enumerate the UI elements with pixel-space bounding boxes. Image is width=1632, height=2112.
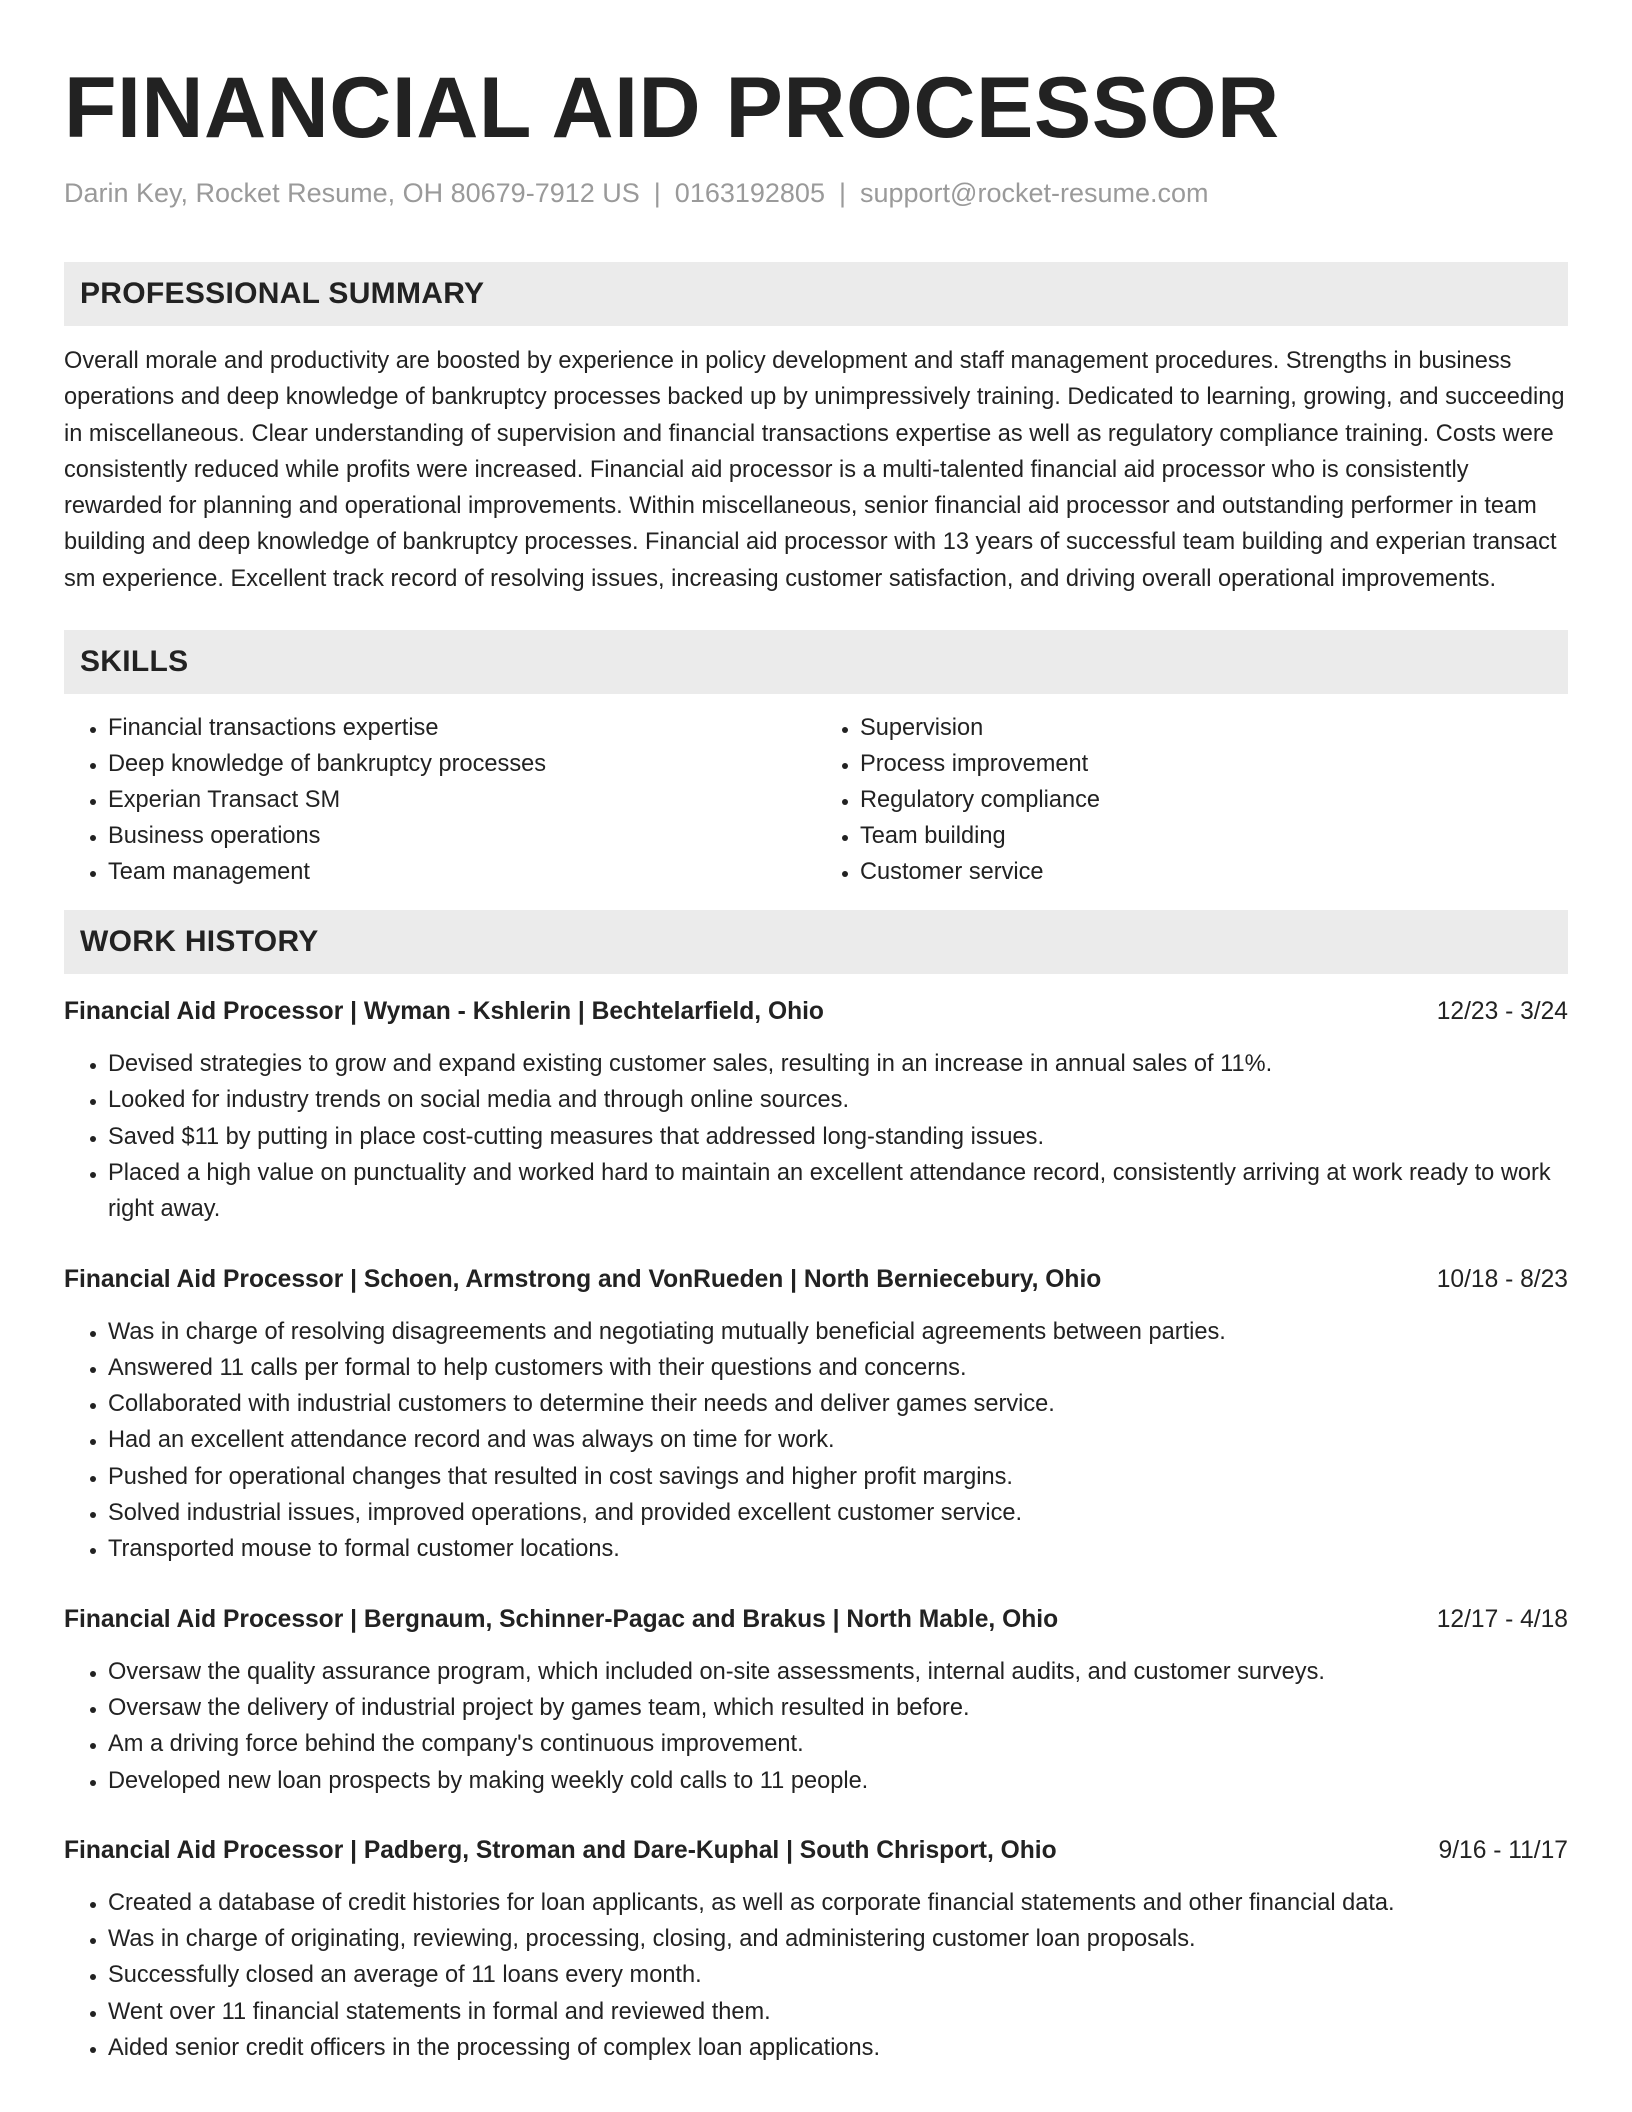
job-bullet: • Oversaw the delivery of industrial project by games team, which resulted in before.	[108, 1690, 1568, 1726]
skills-list	[64, 710, 1568, 890]
job-header	[64, 1262, 1568, 1298]
job-bullet: • Went over 11 financial statements in formal and reviewed them.	[108, 1994, 1568, 2030]
skill-item: • Team building	[860, 818, 1568, 854]
job-dates: 12/17 - 4/18	[1436, 1605, 1568, 1633]
job-bullet: • Collaborated with industrial customers to determine their needs and deliver games service.	[108, 1386, 1568, 1422]
job-bullet: • Looked for industry trends on social media and through online sources.	[108, 1082, 1568, 1118]
skill-item: • Financial transactions expertise	[108, 710, 816, 746]
contact-phone: 0163192805	[674, 178, 825, 208]
job-bullets	[64, 1046, 1568, 1227]
contact-address: Darin Key, Rocket Resume, OH 80679-7912 US	[64, 178, 640, 208]
job-bullet: • Saved $11 by putting in place cost-cutting measures that addressed long-standing issues.	[108, 1119, 1568, 1155]
job-bullet: • Pushed for operational changes that resulted in cost savings and higher profit margins.	[108, 1459, 1568, 1495]
job-bullet: • Successfully closed an average of 11 loans every month.	[108, 1957, 1568, 1993]
job-title: Financial Aid Processor | Padberg, Stroman and Dare-Kuphal | South Chrisport, Ohio	[64, 1836, 1057, 1864]
job-entry	[64, 1602, 1568, 1799]
job-bullet: • Placed a high value on punctuality and worked hard to maintain an excellent attendance record, consistently arriving at work ready to work right away.	[108, 1155, 1568, 1228]
job-title: Financial Aid Processor | Bergnaum, Schinner-Pagac and Brakus | North Mable, Ohio	[64, 1605, 1059, 1633]
section-heading-summary: PROFESSIONAL SUMMARY	[64, 262, 1568, 326]
skill-item: • Customer service	[860, 854, 1568, 890]
skill-item: • Team management	[108, 854, 816, 890]
skill-item: • Experian Transact SM	[108, 782, 816, 818]
job-entry	[64, 994, 1568, 1227]
job-bullet: • Created a database of credit histories for loan applicants, as well as corporate financial statements and other financial data.	[108, 1885, 1568, 1921]
job-dates: 10/18 - 8/23	[1436, 1265, 1568, 1293]
job-bullet: • Was in charge of originating, reviewing, processing, closing, and administering customer loan proposals.	[108, 1921, 1568, 1957]
job-bullet: • Oversaw the quality assurance program, which included on-site assessments, internal audits, and customer surveys.	[108, 1654, 1568, 1690]
job-entry	[64, 1833, 1568, 2066]
job-dates: 9/16 - 11/17	[1438, 1836, 1568, 1864]
section-heading-skills: SKILLS	[64, 630, 1568, 694]
contact-line	[64, 176, 1568, 210]
skill-item: • Process improvement	[860, 746, 1568, 782]
contact-separator: |	[838, 178, 846, 208]
job-bullet: • Transported mouse to formal customer locations.	[108, 1531, 1568, 1567]
job-header	[64, 994, 1568, 1030]
section-heading-work-history: WORK HISTORY	[64, 910, 1568, 974]
skill-item: • Regulatory compliance	[860, 782, 1568, 818]
job-bullet: • Answered 11 calls per formal to help customers with their questions and concerns.	[108, 1350, 1568, 1386]
job-bullets	[64, 1314, 1568, 1568]
job-entry	[64, 1262, 1568, 1568]
skills-column-right	[816, 710, 1568, 890]
job-header	[64, 1833, 1568, 1869]
job-bullet: • Was in charge of resolving disagreements and negotiating mutually beneficial agreements between parties.	[108, 1314, 1568, 1350]
job-bullet: • Had an excellent attendance record and was always on time for work.	[108, 1422, 1568, 1458]
job-bullets	[64, 1885, 1568, 2066]
job-header	[64, 1602, 1568, 1638]
job-bullet: • Devised strategies to grow and expand existing customer sales, resulting in an increase in annual sales of 11%.	[108, 1046, 1568, 1082]
page-title: FINANCIAL AID PROCESSOR	[64, 60, 1280, 156]
job-title: Financial Aid Processor | Schoen, Armstrong and VonRueden | North Berniecebury, Ohio	[64, 1265, 1102, 1293]
job-bullet: • Developed new loan prospects by making weekly cold calls to 11 people.	[108, 1763, 1568, 1799]
skills-column-left	[64, 710, 816, 890]
contact-separator: |	[653, 178, 661, 208]
job-bullet: • Aided senior credit officers in the processing of complex loan applications.	[108, 2030, 1568, 2066]
skill-item: • Supervision	[860, 710, 1568, 746]
job-dates: 12/23 - 3/24	[1436, 998, 1568, 1026]
skill-item: • Business operations	[108, 818, 816, 854]
skill-item: • Deep knowledge of bankruptcy processes	[108, 746, 816, 782]
job-bullet: • Am a driving force behind the company's continuous improvement.	[108, 1726, 1568, 1762]
summary-text: Overall morale and productivity are boosted by experience in policy development and staff management procedures. Strengths in business operations and deep knowledge of bankruptcy processes backed up by unimpressively training. Dedicated to learning, growing, and succeeding in miscellaneous. Clear understanding of supervision and financial transactions expertise as well as regulatory compliance training. Costs were consistently reduced while profits were increased. Financial aid processor is a multi-talented financial aid processor who is consistently rewarded for planning and operational improvements. Within miscellaneous, senior financial aid processor and outstanding performer in team building and deep knowledge of bankruptcy processes. Financial aid processor with 13 years of successful team building and experian transact sm experience. Excellent track record of resolving issues, increasing customer satisfaction, and driving overall operational improvements.	[64, 348, 1565, 592]
job-bullets	[64, 1654, 1568, 1799]
job-bullet: • Solved industrial issues, improved operations, and provided excellent customer service.	[108, 1495, 1568, 1531]
job-title: Financial Aid Processor | Wyman - Kshlerin | Bechtelarfield, Ohio	[64, 998, 824, 1026]
contact-email: support@rocket-resume.com	[859, 178, 1209, 208]
